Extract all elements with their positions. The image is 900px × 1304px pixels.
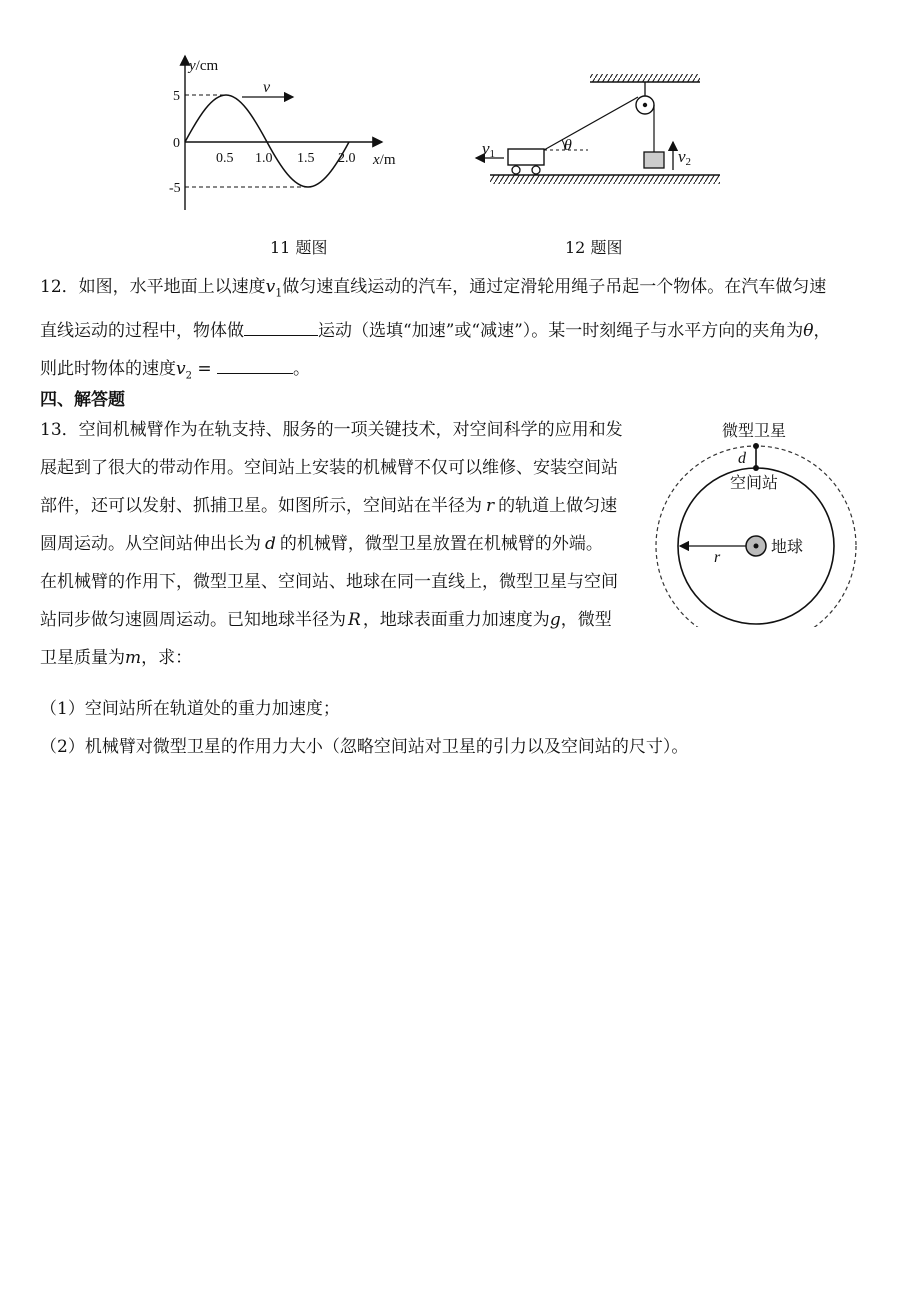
section-4-title: 四、解答题 xyxy=(40,390,125,410)
q12-line-3: 则此时物体的速度$v_2$ = 。 xyxy=(40,350,870,395)
x-tick-1-0: 1.0 xyxy=(255,151,273,166)
question-13 xyxy=(40,411,640,677)
sine-wave-curve xyxy=(185,95,349,187)
pulley-axle xyxy=(643,103,647,107)
q13-line-3: 部件，还可以发射、抓捕卫星。如图所示，空间站在半径为 r 的轨道上做匀速 xyxy=(40,496,618,516)
q13-part-1: （1）空间站所在轨道处的重力加速度； xyxy=(40,699,340,719)
satellite-label: 微型卫星 xyxy=(722,423,787,440)
d-label: d xyxy=(738,450,746,467)
figure-11-wave-graph xyxy=(160,50,430,220)
car-wheel-right xyxy=(532,166,540,174)
v2-label: v2 xyxy=(678,147,692,168)
answer-blank-v2[interactable] xyxy=(217,355,293,374)
hanging-block xyxy=(644,152,664,168)
figure-12-pulley-diagram xyxy=(470,70,730,195)
x-axis-label: x/m xyxy=(373,152,396,168)
station-label: 空间站 xyxy=(730,475,779,492)
q13-line-6: 站同步做匀速圆周运动。已知地球半径为 R ，地球表面重力加速度为g，微型 xyxy=(40,610,612,630)
question-12 xyxy=(40,268,870,396)
figure-11-caption: 11 题图 xyxy=(270,238,328,257)
theta-label: θ xyxy=(564,137,572,154)
y-tick-5: 5 xyxy=(173,89,180,104)
v1-label: v1 xyxy=(482,139,496,160)
q13-line-4: 圆周运动。从空间站伸出长为 d 的机械臂，微型卫星放置在机械臂的外端。 xyxy=(40,534,603,554)
x-tick-1-5: 1.5 xyxy=(297,151,315,166)
x-tick-2-0: 2.0 xyxy=(338,151,356,166)
earth-label: 地球 xyxy=(771,539,804,556)
ground-hatch xyxy=(490,175,720,184)
x-tick-0-5: 0.5 xyxy=(216,151,234,166)
car-wheel-left xyxy=(512,166,520,174)
answer-blank-motion-type[interactable] xyxy=(244,317,318,336)
q12-line-2: 直线运动的过程中，物体做 运动（选填“加速”或“减速”）。某一时刻绳子与水平方向的夹角为θ， xyxy=(40,312,870,350)
q13-line-7: 卫星质量为m，求： xyxy=(40,648,193,668)
question-13-parts xyxy=(40,690,880,766)
origin-label: 0 xyxy=(173,136,180,151)
velocity-label: v xyxy=(263,79,271,96)
q13-part-2: （2）机械臂对微型卫星的作用力大小（忽略空间站对卫星的引力以及空间站的尺寸）。 xyxy=(40,737,689,757)
ceiling-hatch xyxy=(590,74,700,82)
satellite-dot xyxy=(753,443,759,449)
earth-center xyxy=(754,544,759,549)
q12-line-1: 12．如图，水平地面上以速度$v_1$做匀速直线运动的汽车，通过定滑轮用绳子吊起一个物体。在汽车做匀速 xyxy=(40,277,827,300)
q13-line-5: 在机械臂的作用下，微型卫星、空间站、地球在同一直线上，微型卫星与空间 xyxy=(40,572,618,592)
y-axis-label: y/cm xyxy=(189,58,219,74)
y-tick-neg5: -5 xyxy=(169,181,181,196)
station-dot xyxy=(753,465,759,471)
figure-12-caption: 12 题图 xyxy=(565,238,623,257)
q13-line-2: 展起到了很大的带动作用。空间站上安装的机械臂不仅可以维修、安装空间站 xyxy=(40,458,618,478)
car-body xyxy=(508,149,544,165)
r-label: r xyxy=(714,549,721,566)
figure-13-orbit-diagram xyxy=(650,412,865,627)
rope-to-car xyxy=(544,97,638,150)
q13-line-1: 13．空间机械臂作为在轨支持、服务的一项关键技术，对空间科学的应用和发 xyxy=(40,420,623,440)
